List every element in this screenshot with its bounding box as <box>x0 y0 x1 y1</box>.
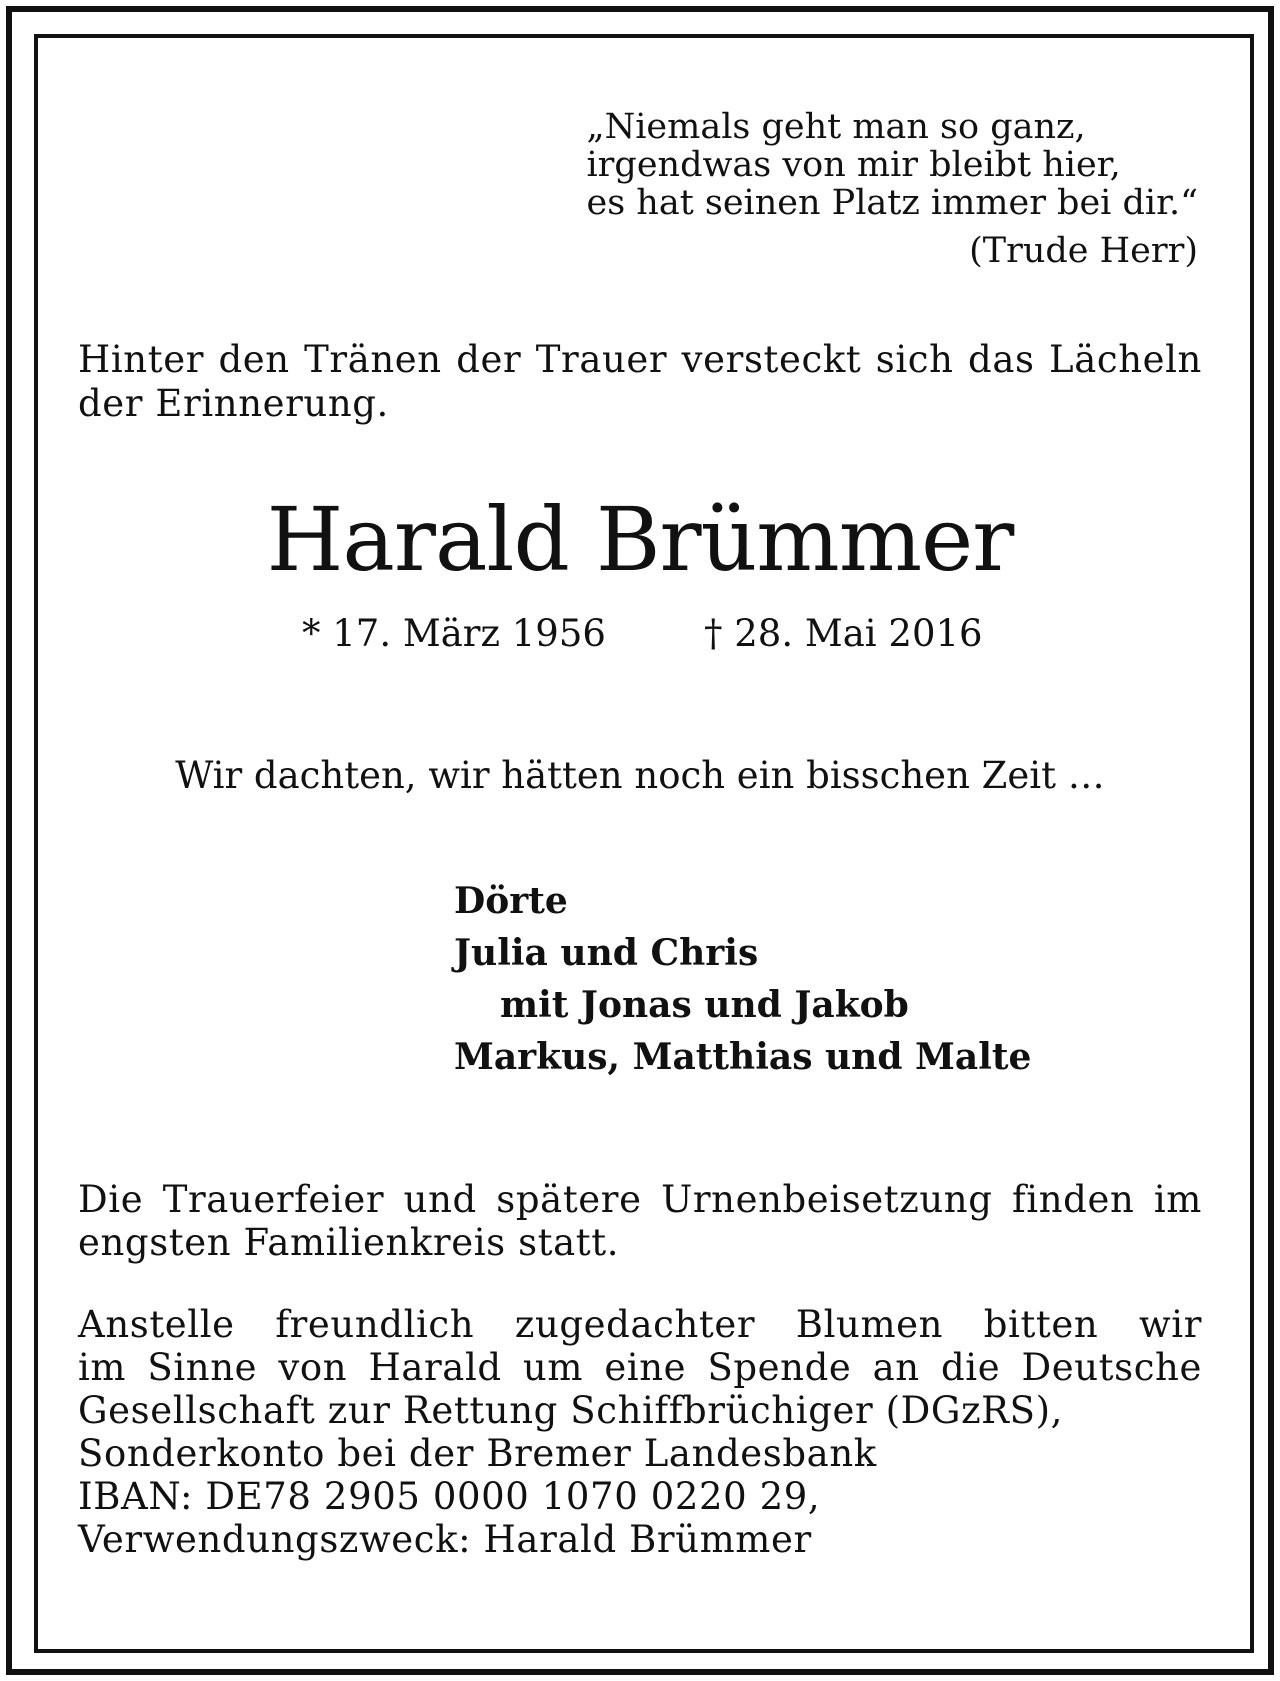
donation-line: Gesellschaft zur Rettung Schiffbrüchiger (DGzRS), <box>78 1389 1063 1432</box>
ceremony-notice <box>78 1178 1202 1264</box>
mourner-line: Markus, Matthias und Malte <box>454 1036 1032 1078</box>
donation-line: Anstelle freundlich zugedachter Blumen bitten wir <box>78 1303 1202 1346</box>
deceased-name: Harald Brümmer <box>266 488 1014 591</box>
donation-line: Verwendungszweck: Harald Brümmer <box>78 1518 812 1561</box>
iban-line: IBAN: DE78 2905 0000 1070 0220 29, <box>78 1475 821 1518</box>
quote-line: „Niemals geht man so ganz, <box>586 107 1086 147</box>
donation-notice <box>78 1303 1202 1561</box>
epigraph-quote <box>586 108 1198 222</box>
mourner-line: Dörte <box>454 880 568 922</box>
donation-line: Sonderkonto bei der Bremer Landesbank <box>78 1432 877 1475</box>
quote-author: (Trude Herr) <box>969 231 1198 271</box>
intro-text <box>78 338 1202 426</box>
death-date: † 28. Mai 2016 <box>704 612 983 655</box>
quote-line: es hat seinen Platz immer bei dir.“ <box>586 183 1198 223</box>
intro-line: Hinter den Tränen der Trauer versteckt sich das Lächeln <box>78 338 1202 381</box>
birth-date: * 17. März 1956 <box>302 612 606 655</box>
donation-line: im Sinne von Harald um eine Spende an die Deutsche <box>78 1346 1202 1389</box>
quote-line: irgendwas von mir bleibt hier, <box>586 145 1121 185</box>
tagline: Wir dachten, wir hätten noch ein bisschen Zeit … <box>175 754 1105 797</box>
mourners-list <box>454 875 1031 1083</box>
mourner-line: Julia und Chris <box>454 932 759 974</box>
ceremony-line: engsten Familienkreis statt. <box>78 1221 620 1264</box>
ceremony-line: Die Trauerfeier und spätere Urnenbeisetzung finden im <box>78 1178 1202 1221</box>
intro-line: der Erinnerung. <box>78 382 389 425</box>
mourner-line: mit Jonas und Jakob <box>500 984 909 1026</box>
